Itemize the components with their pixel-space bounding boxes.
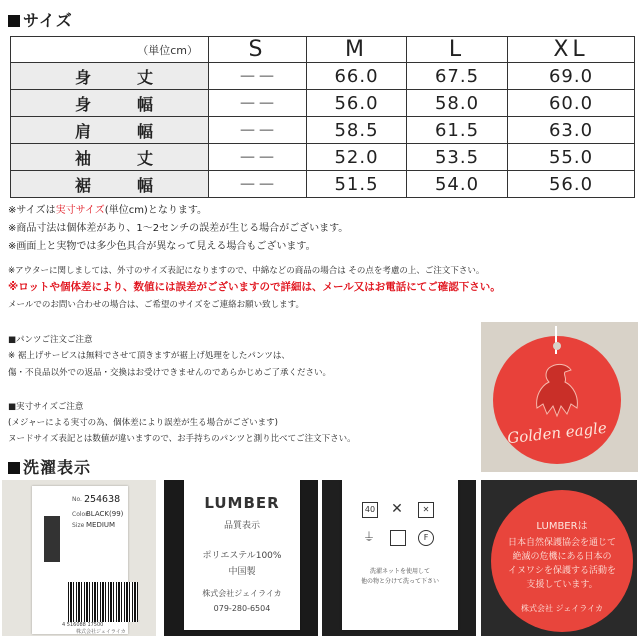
note-line-1: ※サイズは実寸サイズ(単位cm)となります。 [8,205,208,216]
hangtag-brand: Golden eagle [506,418,608,448]
phone-text: 079-280-6504 [213,604,271,613]
tag-hole [553,342,561,350]
eagle-icon [527,360,587,422]
tag-no-label: No. [72,496,82,503]
note-line-3: ※画面上と実物では多少色具合が異なって見える場合もございます。 [8,241,316,252]
size-header-l: L [407,37,508,63]
table-cell: －－ [209,144,307,171]
table-cell: －－ [209,117,307,144]
row-label: 肩 幅 [11,117,209,144]
actual-line-2: ヌードサイズ表記とは数値が違いますので、お手持ちのパンツと測り比べてご注文下さい。 [8,434,356,444]
table-cell: 56.0 [307,90,407,117]
actual-title: ■実寸サイズご注意 [8,402,84,412]
pants-title: ■パンツご注文ご注意 [8,335,93,345]
product-tag [32,486,128,634]
quality-heading: 品質表示 [223,521,260,531]
table-cell: 60.0 [508,90,635,117]
square-bullet-icon [8,15,20,27]
quality-label [184,480,300,630]
actual-line-1: (メジャーによる実寸の為、個体差により誤差が生る場合がございます) [8,418,278,428]
qr-code-icon [44,516,60,562]
care-text-2: 他の物と分けて洗って下さい [360,578,439,585]
lumber-logo: LUMBER [204,494,280,512]
size-table-header [11,37,635,63]
no-bleach-icon: ✕ [391,501,403,517]
table-cell: 61.5 [407,117,508,144]
no-tumble-dry-icon: ✕ [418,502,434,518]
size-table [10,36,635,198]
table-row [11,90,635,117]
table-cell: 69.0 [508,63,635,90]
table-row [11,63,635,90]
line-dry-icon [390,530,406,546]
note-line-2: ※商品寸法は個体差があり、1～2センチの誤差が生じる場合がございます。 [8,223,349,234]
square-bullet-icon [8,462,20,474]
pants-line-2: 傷・不良品以外での返品・交換はお受けできませんのであらかじめご了承ください。 [8,368,332,378]
row-label: 身 丈 [11,63,209,90]
barcode-icon [68,582,138,622]
care-label-photo [322,480,476,636]
tag-size-label: Size [72,522,85,529]
table-cell: 56.0 [508,171,635,198]
table-cell: 58.5 [307,117,407,144]
size-header-xl: XL [508,37,635,63]
table-cell: 53.5 [407,144,508,171]
care-text-1: 洗濯ネットを使用して [369,568,430,575]
row-label: 裾 幅 [11,171,209,198]
table-cell: 58.0 [407,90,508,117]
size-section-title: サイズ [8,8,73,31]
table-cell: 66.0 [307,63,407,90]
table-row [11,144,635,171]
iron-icon: ⏚ [362,530,375,544]
table-cell: 67.5 [407,63,508,90]
note-line-5: ※ロットや個体差により、数値には誤差がございますので詳細は、メール又はお電話にてご確認下さい。 [8,281,501,293]
card-line-1: LUMBERは [536,521,588,532]
card-line-5: 支援しています。 [526,580,598,590]
pants-line-1: ※ 裾上げサービスは無料でさせて頂きますが裾上げ処理をしたパンツは、 [8,351,290,361]
table-row [11,171,635,198]
company-text: 株式会社ジェイライカ [202,589,282,598]
tag-footer: 株式会社ジェイライカ [76,629,126,635]
card-line-2: 日本自然保護協会を通じて [507,538,616,548]
wash-tub-icon: 40 [362,502,378,518]
origin-text: 中国製 [228,567,256,577]
tag-color-label: Color [72,511,88,518]
table-cell: 63.0 [508,117,635,144]
table-cell: －－ [209,63,307,90]
tag-color-value: BLACK(99) [86,510,124,518]
tag-size-value: MEDIUM [86,521,116,529]
wash-section-title: 洗濯表示 [8,455,91,478]
barcode-number: 4 516088 17500 [62,622,104,628]
hangtag-photo [481,322,638,472]
unit-label: （単位cm） [11,37,209,63]
hangtag-circle [493,336,621,464]
card-company: 株式会社 ジェイライカ [521,604,603,613]
dry-clean-icon: F [418,530,434,546]
table-cell: 55.0 [508,144,635,171]
card-line-3: 絶滅の危機にある日本の [512,552,612,562]
table-cell: －－ [209,90,307,117]
product-tag-photo [2,480,156,636]
care-label [342,480,458,630]
card-line-4: イヌワシを保護する活動を [507,566,616,576]
row-label: 袖 丈 [11,144,209,171]
table-cell: 52.0 [307,144,407,171]
size-header-m: M [307,37,407,63]
table-row [11,117,635,144]
eagle-card-photo [481,480,637,636]
note-line-4: ※アウターに関しましては、外寸のサイズ表記になりますので、中綿などの商品の場合は その点を考慮の上、ご注文下さい。 [8,266,485,276]
table-cell: 54.0 [407,171,508,198]
note-line-6: メールでのお問い合わせの場合は、ご希望のサイズをご連絡お願い致します。 [8,300,304,310]
row-label: 身 幅 [11,90,209,117]
table-cell: 51.5 [307,171,407,198]
quality-label-photo [164,480,318,636]
material-text: ポリエステル100% [202,551,282,561]
tag-no-value: 254638 [84,494,121,505]
size-header-s: S [209,37,307,63]
eagle-card [491,490,633,632]
table-cell: －－ [209,171,307,198]
